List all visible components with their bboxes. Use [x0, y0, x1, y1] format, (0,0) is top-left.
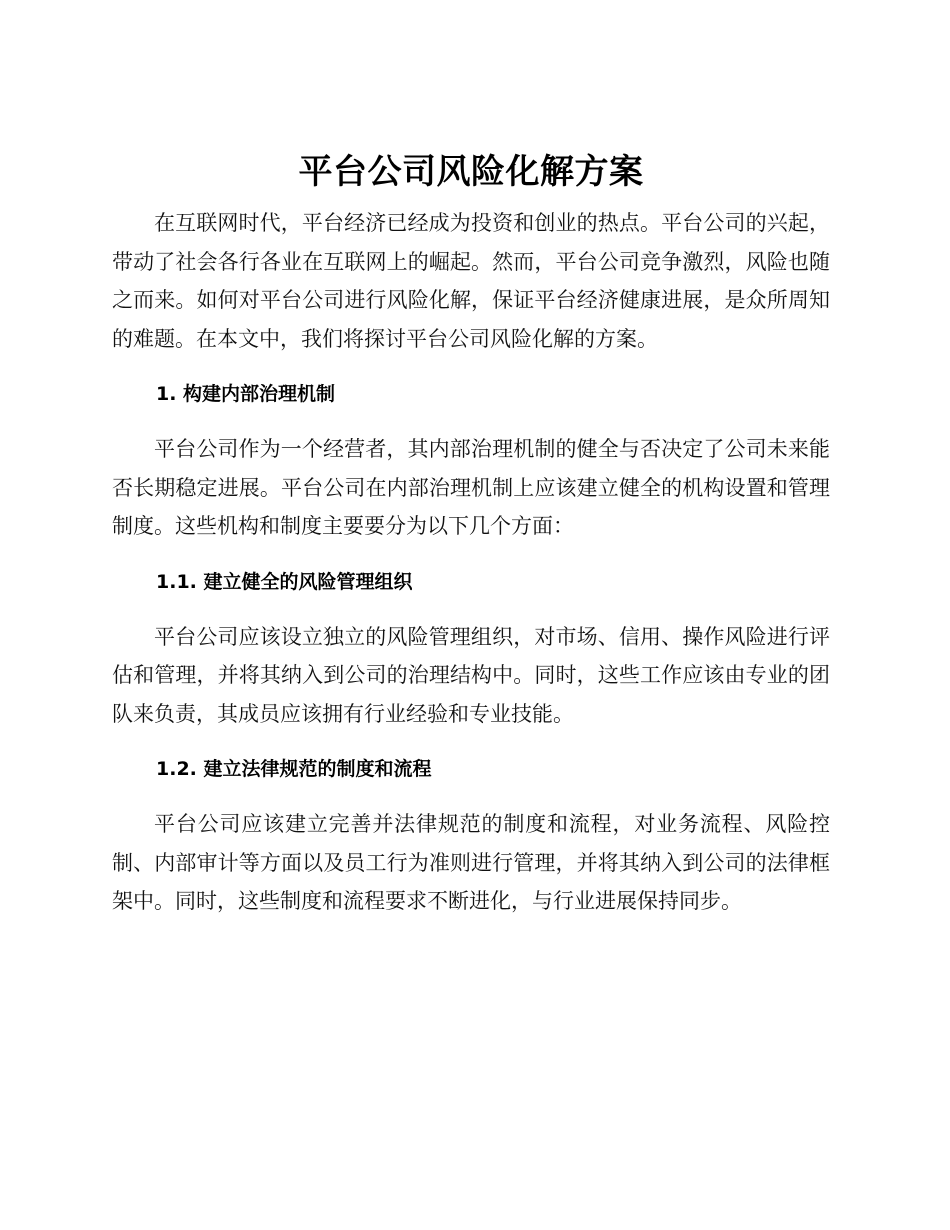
spacer [112, 733, 830, 756]
spacer [112, 546, 830, 569]
spacer [112, 358, 830, 381]
section-heading-1-2: 1.2. 建立法律规范的制度和流程 [156, 758, 432, 780]
section-body-1-1: 平台公司应该设立独立的风险管理组织，对市场、信用、操作风险进行评估和管理，并将其纳入到公司的治理结构中。同时，这些工作应该由专业的团队来负责，其成员应该拥有行业经验和专业技能。 [112, 624, 830, 726]
spacer [112, 407, 830, 430]
document-title: 平台公司风险化解方案 [298, 152, 644, 192]
spacer [112, 782, 830, 805]
spacer [112, 595, 830, 618]
section-body-1: 平台公司作为一个经营者，其内部治理机制的健全与否决定了公司未来能否长期稳定进展。平台公司在内部治理机制上应该建立健全的机构设置和管理制度。这些机构和制度主要要分为以下几个方面： [112, 437, 830, 538]
document-content [112, 140, 830, 921]
intro-paragraph: 在互联网时代，平台经济已经成为投资和创业的热点。平台公司的兴起，带动了社会各行各业在互联网上的崛起。然而，平台公司竞争激烈，风险也随之而来。如何对平台公司进行风险化解，保证平台经济健康进展，是众所周知的难题。在本文中，我们将探讨平台公司风险化解的方案。 [112, 211, 830, 351]
section-body-1-2: 平台公司应该建立完善并法律规范的制度和流程，对业务流程、风险控制、内部审计等方面以及员工行为准则进行管理，并将其纳入到公司的法律框架中。同时，这些制度和流程要求不断进化，与行业进展保持同步。 [112, 812, 830, 913]
section-heading-1: 1. 构建内部治理机制 [156, 383, 336, 405]
section-heading-1-1: 1.1. 建立健全的风险管理组织 [156, 570, 413, 593]
